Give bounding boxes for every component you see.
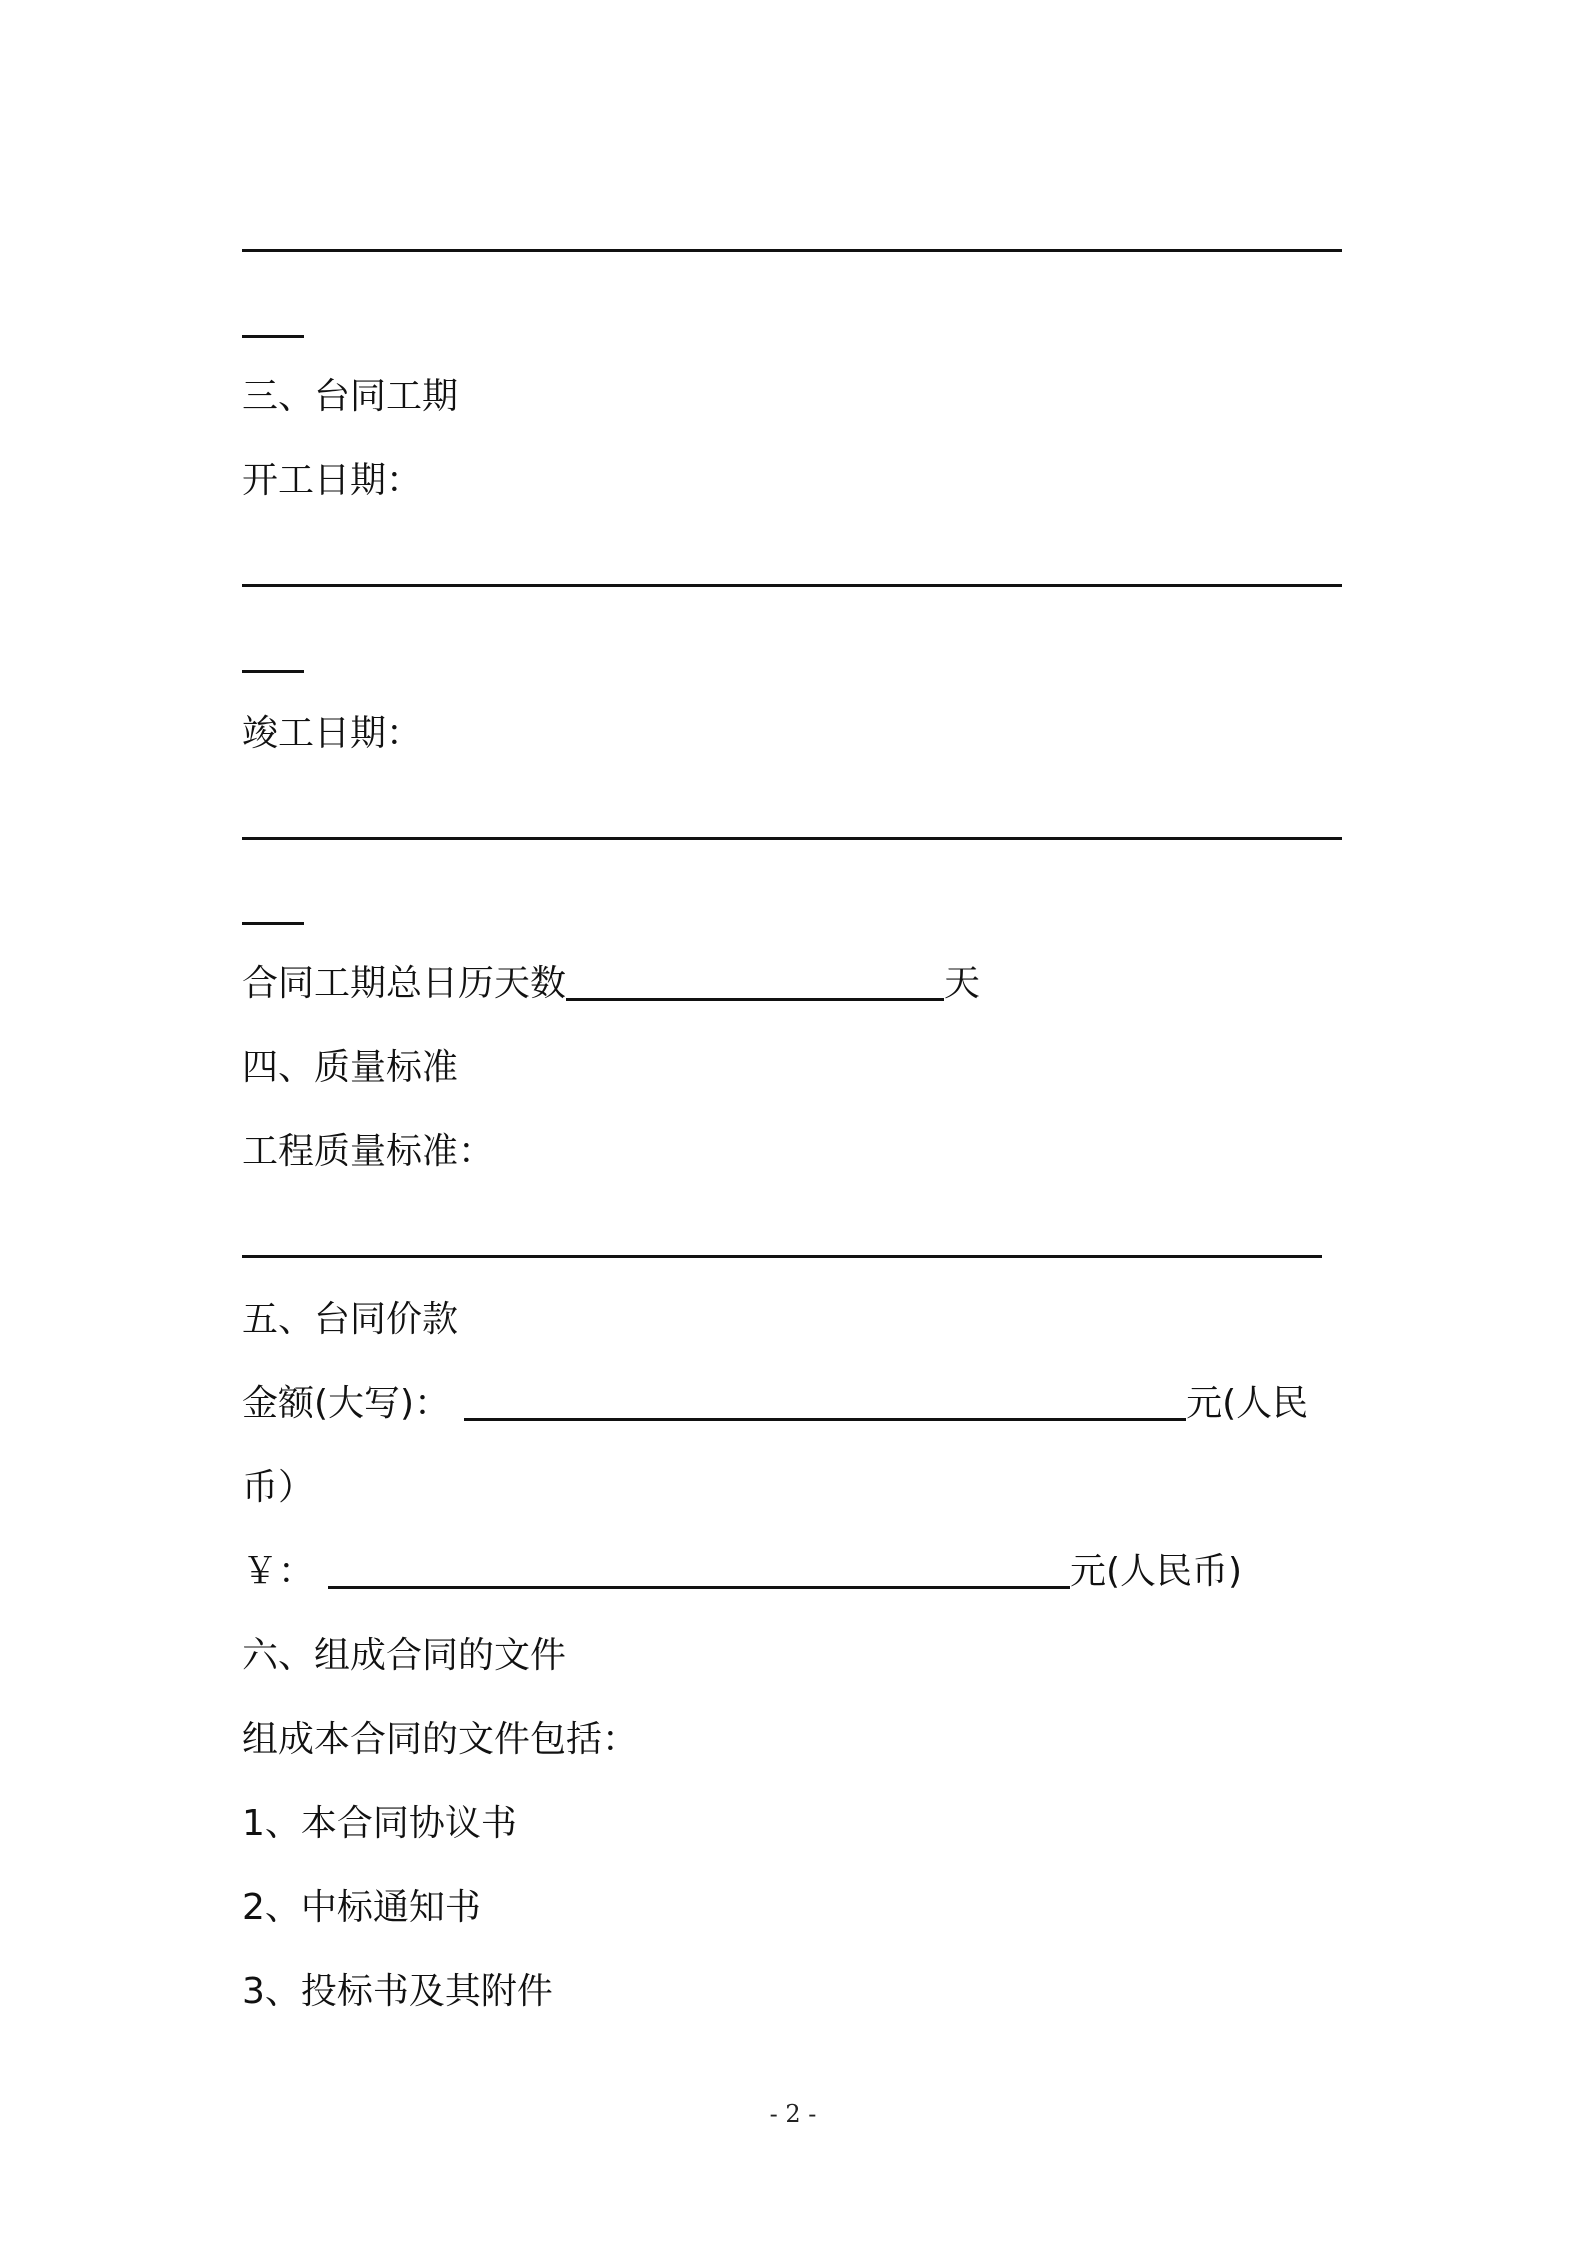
end-date-field[interactable]: [242, 837, 1342, 840]
total-days-field[interactable]: [566, 998, 944, 1001]
section-5-heading: 五、台同价款: [242, 1299, 459, 1340]
end-date-field-cont[interactable]: [242, 922, 304, 925]
amount-figures-label: ￥：: [242, 1551, 315, 1592]
blank-line-top[interactable]: [242, 249, 1342, 252]
total-days-label: 合同工期总日历天数: [242, 963, 567, 1004]
quality-standard-label: 工程质量标准：: [242, 1131, 495, 1172]
section-4-heading: 四、质量标准: [242, 1047, 459, 1088]
page-number: - 2 -: [769, 2100, 817, 2128]
total-days-unit: 天: [944, 963, 981, 1004]
start-date-label: 开工日期：: [242, 460, 423, 501]
list-item: 2、中标通知书: [242, 1887, 481, 1928]
section-6-intro: 组成本合同的文件包括：: [242, 1719, 639, 1760]
amount-words-label: 金额(大写)：: [242, 1383, 451, 1424]
list-item: 3、投标书及其附件: [242, 1971, 553, 2012]
amount-words-unit: 元(人民: [1186, 1383, 1309, 1424]
amount-figures-row: [242, 1548, 1242, 1596]
blank-line-top-cont[interactable]: [242, 335, 304, 338]
start-date-field[interactable]: [242, 584, 1342, 587]
list-item: 1、本合同协议书: [242, 1803, 517, 1844]
total-days-row: [242, 960, 980, 1008]
amount-figures-field[interactable]: [328, 1586, 1070, 1589]
amount-words-unit-cont: 币）: [242, 1467, 315, 1508]
amount-words-row: [242, 1380, 1308, 1428]
amount-figures-unit: 元(人民币): [1070, 1551, 1243, 1592]
quality-standard-field[interactable]: [242, 1255, 1322, 1258]
end-date-label: 竣工日期：: [242, 713, 423, 754]
amount-words-field[interactable]: [464, 1418, 1186, 1421]
start-date-field-cont[interactable]: [242, 670, 304, 673]
section-6-heading: 六、组成合同的文件: [242, 1635, 567, 1676]
section-3-heading: 三、台同工期: [242, 376, 459, 417]
